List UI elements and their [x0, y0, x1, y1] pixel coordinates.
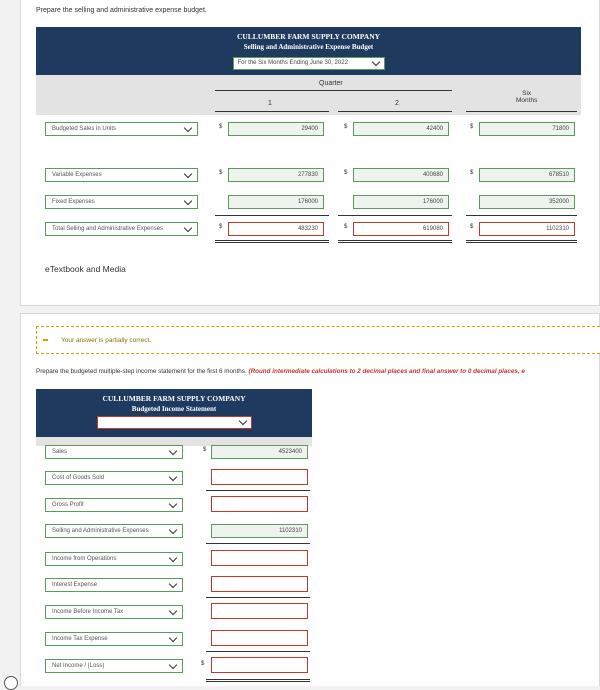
dollar-sign: $	[201, 661, 205, 667]
row-label-select-variable[interactable]	[45, 168, 198, 182]
chevron-down-icon	[169, 500, 177, 508]
row-label-text: Income Tax Expense	[52, 636, 108, 642]
instruction-text-2	[36, 368, 525, 375]
dollar-sign: $	[470, 170, 474, 176]
row-label-text: Net Income / (Loss)	[52, 663, 105, 669]
row-label-select-total[interactable]	[45, 222, 198, 236]
dollar-sign: $	[203, 447, 207, 453]
row-label-select-sales-units[interactable]	[45, 122, 198, 136]
income-input-gross-profit[interactable]	[211, 496, 308, 512]
row-label-text: Variable Expenses	[52, 172, 102, 178]
dollar-sign: $	[219, 124, 223, 130]
income-input-net-income[interactable]	[211, 657, 308, 673]
input-sales-units-q1[interactable]: 29400	[228, 122, 324, 136]
row-label-text: Budgeted Sales in Units	[52, 126, 117, 132]
chevron-down-icon	[238, 417, 246, 425]
subtotal-line	[215, 215, 329, 216]
income-label-net-income[interactable]	[45, 659, 183, 673]
feedback-text: Your answer is partially correct.	[61, 337, 152, 344]
dollar-sign: $	[470, 124, 474, 130]
chevron-down-icon	[169, 634, 177, 642]
dollar-sign: $	[344, 224, 348, 230]
budget-period-text: For the Six Months Ending June 30, 2022	[237, 60, 348, 66]
income-header	[36, 389, 312, 437]
subtotal-line	[206, 490, 310, 491]
income-label-sales[interactable]	[45, 445, 183, 459]
etextbook-link[interactable]: eTextbook and Media	[45, 264, 126, 274]
income-input-sales[interactable]: 4523400	[211, 445, 308, 459]
col-header-1: 1	[268, 100, 272, 107]
chevron-down-icon	[184, 124, 192, 132]
input-total-q2[interactable]: 619080	[353, 222, 449, 236]
minus-icon	[43, 339, 48, 341]
income-label-cogs[interactable]	[45, 471, 183, 485]
quarter-underline	[215, 90, 452, 91]
chevron-down-icon	[169, 661, 177, 669]
instruction-2-emphasis: (Round intermediate calculations to 2 decimal places and final answer to 0 decimal places, e	[248, 368, 525, 375]
income-label-interest[interactable]	[45, 578, 183, 592]
input-variable-q2[interactable]: 400680	[353, 168, 449, 182]
row-label-select-fixed[interactable]	[45, 195, 198, 209]
chevron-down-icon	[169, 554, 177, 562]
income-input-selling-admin[interactable]: 1102310	[211, 524, 308, 538]
chevron-down-icon	[169, 580, 177, 588]
col1-underline	[215, 111, 329, 112]
income-label-operations[interactable]	[45, 552, 183, 566]
subtotal-line	[206, 651, 310, 652]
input-fixed-q2[interactable]: 176000	[353, 195, 449, 209]
col3-underline	[466, 111, 577, 112]
budget-company: CULLUMBER FARM SUPPLY COMPANY	[236, 32, 381, 41]
income-label-tax[interactable]	[45, 632, 183, 646]
chevron-down-icon	[184, 197, 192, 205]
total-double-line	[206, 679, 310, 682]
chevron-down-icon	[169, 447, 177, 455]
income-period-select[interactable]	[97, 416, 252, 429]
quarter-header: Quarter	[319, 80, 343, 87]
income-label-gross-profit[interactable]	[45, 498, 183, 512]
feedback-banner	[36, 326, 600, 354]
total-double-line	[215, 240, 329, 243]
income-input-operations[interactable]	[211, 550, 308, 566]
instruction-text-1: Prepare the selling and administrative expense budget.	[36, 7, 207, 14]
income-input-before-tax[interactable]	[211, 603, 308, 619]
chevron-down-icon	[184, 170, 192, 178]
col-header-3-line1: Six	[522, 90, 532, 97]
help-circle-icon[interactable]	[4, 676, 18, 690]
row-label-text: Fixed Expenses	[52, 199, 95, 205]
input-fixed-total[interactable]: 352000	[479, 195, 575, 209]
total-double-line	[466, 240, 577, 243]
instruction-2-plain: Prepare the budgeted multiple-step income statement for the first 6 months.	[36, 368, 249, 375]
chevron-down-icon	[169, 526, 177, 534]
col-header-2: 2	[395, 100, 399, 107]
dollar-sign: $	[344, 170, 348, 176]
income-input-cogs[interactable]	[211, 469, 308, 485]
income-label-selling-admin[interactable]	[45, 524, 183, 538]
dollar-sign: $	[219, 224, 223, 230]
row-label-text: Cost of Goods Sold	[52, 475, 105, 481]
income-input-tax[interactable]	[211, 630, 308, 646]
subtotal-line	[466, 215, 577, 216]
row-label-text: Selling and Administrative Expenses	[52, 528, 149, 534]
row-label-text: Sales	[52, 449, 68, 455]
col2-underline	[338, 111, 452, 112]
dollar-sign: $	[470, 224, 474, 230]
col-header-3-line2: Months	[516, 97, 538, 104]
row-label-text: Total Selling and Administrative Expenses	[52, 226, 164, 232]
row-label-text: Gross Profit	[52, 502, 84, 508]
input-sales-units-total[interactable]: 71800	[479, 122, 575, 136]
subtotal-line	[206, 597, 310, 598]
budget-period-select[interactable]	[233, 57, 385, 70]
row-label-text: Income from Operations	[52, 556, 117, 562]
dollar-sign: $	[219, 170, 223, 176]
income-label-before-tax[interactable]	[45, 605, 183, 619]
budget-header	[36, 27, 581, 75]
input-variable-total[interactable]: 678510	[479, 168, 575, 182]
dollar-sign: $	[344, 124, 348, 130]
input-total-q1[interactable]: 483230	[228, 222, 324, 236]
column-header-bar	[36, 75, 581, 115]
input-sales-units-q2[interactable]: 42400	[353, 122, 449, 136]
chevron-down-icon	[169, 607, 177, 615]
income-company: CULLUMBER FARM SUPPLY COMPANY	[102, 394, 246, 403]
subtotal-line	[206, 543, 310, 544]
input-total-total[interactable]: 1102310	[479, 222, 575, 236]
input-variable-q1[interactable]: 277830	[228, 168, 324, 182]
col-header-3	[516, 90, 537, 104]
chevron-down-icon	[169, 473, 177, 481]
total-double-line	[338, 240, 452, 243]
row-label-text: Income Before Income Tax	[52, 609, 124, 615]
input-fixed-q1[interactable]: 176000	[228, 195, 324, 209]
budget-title: Selling and Administrative Expense Budget	[243, 43, 374, 51]
row-label-text: Interest Expense	[52, 582, 98, 588]
chevron-down-icon	[371, 58, 379, 66]
income-title: Budgeted Income Statement	[131, 405, 217, 413]
income-input-interest[interactable]	[211, 576, 308, 592]
subtotal-line	[338, 215, 452, 216]
chevron-down-icon	[184, 224, 192, 232]
